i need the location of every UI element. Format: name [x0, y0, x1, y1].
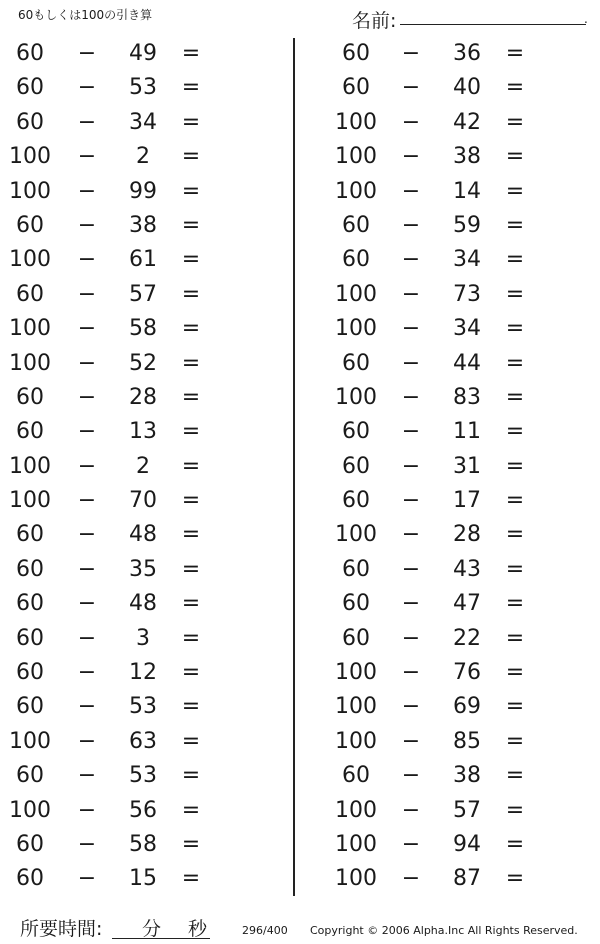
- problem-row: [0, 862, 230, 896]
- minuend: 100: [335, 281, 377, 307]
- equals-sign: =: [181, 281, 201, 307]
- problem-row: [0, 518, 230, 552]
- minuend: 100: [335, 384, 377, 410]
- subtrahend: 58: [129, 831, 157, 857]
- problem-row: [324, 518, 554, 552]
- problem-row: [324, 71, 554, 105]
- minuend: 60: [16, 41, 44, 66]
- equals-sign: =: [181, 75, 201, 101]
- minuend: 60: [342, 41, 370, 66]
- minuend: 60: [16, 694, 44, 720]
- minus-sign: −: [401, 831, 421, 857]
- minuend: 100: [335, 109, 377, 135]
- subtrahend: 49: [129, 41, 157, 66]
- problem-row: [324, 450, 554, 484]
- subtrahend: 99: [129, 178, 157, 204]
- minus-sign: −: [401, 75, 421, 101]
- problem-row: [324, 828, 554, 862]
- equals-sign: =: [505, 488, 525, 514]
- minuend: 100: [9, 316, 51, 342]
- equals-sign: =: [505, 556, 525, 582]
- subtrahend: 3: [136, 625, 150, 651]
- minus-sign: −: [401, 247, 421, 273]
- problem-row: [324, 794, 554, 828]
- subtrahend: 85: [453, 728, 481, 754]
- problem-row: [324, 484, 554, 518]
- problem-row: [0, 587, 230, 621]
- minuend: 100: [9, 144, 51, 170]
- minuend: 60: [16, 866, 44, 892]
- minus-sign: −: [77, 281, 97, 307]
- minus-sign: −: [401, 556, 421, 582]
- problem-row: [0, 347, 230, 381]
- subtrahend: 53: [129, 763, 157, 789]
- minus-sign: −: [401, 316, 421, 342]
- subtrahend: 31: [453, 453, 481, 479]
- minus-sign: −: [77, 591, 97, 617]
- problem-row: [324, 587, 554, 621]
- subtrahend: 83: [453, 384, 481, 410]
- problem-row: [324, 140, 554, 174]
- problem-column-right: [324, 37, 554, 897]
- minus-sign: −: [401, 419, 421, 445]
- worksheet-title: 60もしくは100の引き算: [18, 8, 153, 22]
- equals-sign: =: [181, 247, 201, 273]
- equals-sign: =: [181, 144, 201, 170]
- minuend: 60: [342, 419, 370, 445]
- minuend: 60: [16, 419, 44, 445]
- subtrahend: 47: [453, 591, 481, 617]
- subtrahend: 34: [129, 109, 157, 135]
- minus-sign: −: [77, 144, 97, 170]
- subtrahend: 48: [129, 591, 157, 617]
- equals-sign: =: [505, 178, 525, 204]
- minuend: 100: [335, 316, 377, 342]
- minuend: 100: [335, 694, 377, 720]
- subtrahend: 53: [129, 75, 157, 101]
- problem-row: [324, 347, 554, 381]
- subtrahend: 63: [129, 728, 157, 754]
- minus-sign: −: [401, 109, 421, 135]
- equals-sign: =: [181, 694, 201, 720]
- subtrahend: 17: [453, 488, 481, 514]
- problem-row: [324, 553, 554, 587]
- problem-row: [0, 828, 230, 862]
- minuend: 100: [335, 144, 377, 170]
- minuend: 100: [335, 728, 377, 754]
- minuend: 60: [342, 763, 370, 789]
- problem-row: [0, 175, 230, 209]
- equals-sign: =: [505, 281, 525, 307]
- equals-sign: =: [505, 728, 525, 754]
- equals-sign: =: [505, 866, 525, 892]
- equals-sign: =: [181, 591, 201, 617]
- minuend: 60: [342, 453, 370, 479]
- minuend: 60: [16, 384, 44, 410]
- equals-sign: =: [181, 625, 201, 651]
- minuend: 100: [335, 660, 377, 686]
- minus-sign: −: [401, 350, 421, 376]
- minuend: 60: [342, 212, 370, 238]
- minus-sign: −: [401, 694, 421, 720]
- problem-row: [0, 209, 230, 243]
- equals-sign: =: [505, 763, 525, 789]
- minus-sign: −: [77, 797, 97, 823]
- minus-sign: −: [77, 453, 97, 479]
- minus-sign: −: [401, 797, 421, 823]
- subtrahend: 13: [129, 419, 157, 445]
- equals-sign: =: [505, 212, 525, 238]
- copyright-notice: Copyright © 2006 Alpha.Inc All Rights Reserved.: [310, 924, 578, 937]
- minus-sign: −: [77, 866, 97, 892]
- equals-sign: =: [505, 419, 525, 445]
- minus-sign: −: [77, 556, 97, 582]
- equals-sign: =: [181, 522, 201, 548]
- minuend: 100: [9, 247, 51, 273]
- problem-row: [0, 656, 230, 690]
- equals-sign: =: [181, 488, 201, 514]
- minuend: 60: [342, 625, 370, 651]
- equals-sign: =: [505, 522, 525, 548]
- equals-sign: =: [181, 660, 201, 686]
- minus-sign: −: [77, 488, 97, 514]
- minus-sign: −: [401, 41, 421, 66]
- subtrahend: 44: [453, 350, 481, 376]
- minuend: 60: [16, 522, 44, 548]
- problem-row: [0, 106, 230, 140]
- subtrahend: 11: [453, 419, 481, 445]
- subtrahend: 61: [129, 247, 157, 273]
- minuend: 100: [9, 453, 51, 479]
- minuend: 60: [342, 247, 370, 273]
- subtrahend: 38: [453, 763, 481, 789]
- minus-sign: −: [401, 866, 421, 892]
- equals-sign: =: [181, 556, 201, 582]
- minuend: 60: [342, 488, 370, 514]
- subtrahend: 22: [453, 625, 481, 651]
- minuend: 60: [342, 591, 370, 617]
- minus-sign: −: [401, 763, 421, 789]
- subtrahend: 2: [136, 453, 150, 479]
- minus-sign: −: [401, 728, 421, 754]
- equals-sign: =: [181, 316, 201, 342]
- subtrahend: 58: [129, 316, 157, 342]
- minuend: 60: [16, 109, 44, 135]
- minuend: 60: [16, 625, 44, 651]
- minutes-label: 分: [142, 918, 162, 940]
- minus-sign: −: [77, 316, 97, 342]
- problem-row: [324, 725, 554, 759]
- subtrahend: 38: [129, 212, 157, 238]
- subtrahend: 34: [453, 247, 481, 273]
- minuend: 60: [16, 281, 44, 307]
- problem-column-left: [0, 37, 230, 897]
- minus-sign: −: [401, 488, 421, 514]
- problem-row: [324, 278, 554, 312]
- minus-sign: −: [401, 384, 421, 410]
- subtrahend: 14: [453, 178, 481, 204]
- subtrahend: 38: [453, 144, 481, 170]
- minus-sign: −: [77, 75, 97, 101]
- minus-sign: −: [77, 728, 97, 754]
- problem-row: [324, 106, 554, 140]
- problem-row: [0, 794, 230, 828]
- subtrahend: 28: [453, 522, 481, 548]
- minuend: 100: [9, 178, 51, 204]
- equals-sign: =: [181, 178, 201, 204]
- problem-row: [0, 759, 230, 793]
- problem-row: [324, 243, 554, 277]
- minus-sign: −: [401, 660, 421, 686]
- subtrahend: 12: [129, 660, 157, 686]
- subtrahend: 40: [453, 75, 481, 101]
- equals-sign: =: [505, 350, 525, 376]
- problem-row: [0, 381, 230, 415]
- column-divider: [293, 38, 295, 896]
- problem-row: [0, 725, 230, 759]
- equals-sign: =: [505, 247, 525, 273]
- subtrahend: 57: [453, 797, 481, 823]
- equals-sign: =: [181, 41, 201, 66]
- equals-sign: =: [505, 625, 525, 651]
- problem-row: [324, 862, 554, 896]
- problem-row: [0, 278, 230, 312]
- minus-sign: −: [401, 625, 421, 651]
- problem-row: [324, 209, 554, 243]
- minuend: 60: [342, 350, 370, 376]
- problem-row: [324, 690, 554, 724]
- problem-row: [0, 140, 230, 174]
- minus-sign: −: [77, 384, 97, 410]
- problem-row: [0, 622, 230, 656]
- seconds-label: 秒: [188, 918, 208, 940]
- equals-sign: =: [181, 109, 201, 135]
- minus-sign: −: [77, 178, 97, 204]
- minuend: 60: [16, 556, 44, 582]
- minus-sign: −: [77, 625, 97, 651]
- equals-sign: =: [505, 41, 525, 66]
- time-field-line: [112, 938, 210, 939]
- subtrahend: 73: [453, 281, 481, 307]
- subtrahend: 43: [453, 556, 481, 582]
- minuend: 60: [342, 556, 370, 582]
- equals-sign: =: [181, 763, 201, 789]
- minus-sign: −: [77, 660, 97, 686]
- equals-sign: =: [505, 591, 525, 617]
- minuend: 100: [335, 178, 377, 204]
- name-end-mark: .: [584, 12, 588, 26]
- minus-sign: −: [77, 212, 97, 238]
- problem-row: [0, 450, 230, 484]
- problem-row: [0, 243, 230, 277]
- minus-sign: −: [77, 41, 97, 66]
- minus-sign: −: [77, 350, 97, 376]
- minus-sign: −: [77, 419, 97, 445]
- equals-sign: =: [505, 316, 525, 342]
- minuend: 60: [342, 75, 370, 101]
- minus-sign: −: [401, 522, 421, 548]
- subtrahend: 76: [453, 660, 481, 686]
- minus-sign: −: [401, 212, 421, 238]
- minus-sign: −: [77, 694, 97, 720]
- problem-row: [0, 37, 230, 71]
- equals-sign: =: [505, 694, 525, 720]
- equals-sign: =: [181, 866, 201, 892]
- name-field-line[interactable]: [400, 24, 586, 25]
- minuend: 60: [16, 763, 44, 789]
- subtrahend: 94: [453, 831, 481, 857]
- time-label: 所要時間:: [20, 918, 103, 940]
- minus-sign: −: [77, 247, 97, 273]
- problem-row: [324, 381, 554, 415]
- equals-sign: =: [505, 831, 525, 857]
- minuend: 100: [9, 728, 51, 754]
- equals-sign: =: [181, 453, 201, 479]
- minuend: 100: [9, 797, 51, 823]
- equals-sign: =: [505, 144, 525, 170]
- problem-row: [324, 312, 554, 346]
- minus-sign: −: [77, 522, 97, 548]
- problem-row: [0, 415, 230, 449]
- equals-sign: =: [181, 419, 201, 445]
- subtrahend: 2: [136, 144, 150, 170]
- minuend: 100: [335, 866, 377, 892]
- problem-row: [324, 759, 554, 793]
- equals-sign: =: [505, 660, 525, 686]
- subtrahend: 70: [129, 488, 157, 514]
- subtrahend: 42: [453, 109, 481, 135]
- equals-sign: =: [181, 728, 201, 754]
- equals-sign: =: [505, 109, 525, 135]
- subtrahend: 35: [129, 556, 157, 582]
- minuend: 100: [9, 488, 51, 514]
- subtrahend: 48: [129, 522, 157, 548]
- equals-sign: =: [181, 212, 201, 238]
- subtrahend: 56: [129, 797, 157, 823]
- problem-row: [0, 484, 230, 518]
- subtrahend: 87: [453, 866, 481, 892]
- minuend: 60: [16, 212, 44, 238]
- equals-sign: =: [181, 350, 201, 376]
- minuend: 60: [16, 831, 44, 857]
- equals-sign: =: [181, 831, 201, 857]
- subtrahend: 52: [129, 350, 157, 376]
- minuend: 100: [335, 797, 377, 823]
- equals-sign: =: [505, 453, 525, 479]
- equals-sign: =: [181, 797, 201, 823]
- minuend: 60: [16, 660, 44, 686]
- equals-sign: =: [505, 75, 525, 101]
- subtrahend: 57: [129, 281, 157, 307]
- problem-row: [0, 71, 230, 105]
- minus-sign: −: [77, 831, 97, 857]
- minuend: 100: [335, 831, 377, 857]
- problem-row: [324, 175, 554, 209]
- minus-sign: −: [77, 763, 97, 789]
- problem-row: [0, 312, 230, 346]
- subtrahend: 53: [129, 694, 157, 720]
- minuend: 60: [16, 591, 44, 617]
- problem-row: [324, 622, 554, 656]
- subtrahend: 15: [129, 866, 157, 892]
- name-label: 名前:: [352, 10, 397, 32]
- minus-sign: −: [401, 178, 421, 204]
- minuend: 60: [16, 75, 44, 101]
- equals-sign: =: [181, 384, 201, 410]
- problem-row: [324, 37, 554, 71]
- subtrahend: 69: [453, 694, 481, 720]
- subtrahend: 59: [453, 212, 481, 238]
- minus-sign: −: [401, 453, 421, 479]
- problem-row: [324, 415, 554, 449]
- equals-sign: =: [505, 384, 525, 410]
- minus-sign: −: [401, 591, 421, 617]
- minus-sign: −: [401, 281, 421, 307]
- minus-sign: −: [401, 144, 421, 170]
- minuend: 100: [9, 350, 51, 376]
- page-number: 296/400: [242, 924, 288, 937]
- subtrahend: 34: [453, 316, 481, 342]
- equals-sign: =: [505, 797, 525, 823]
- subtrahend: 28: [129, 384, 157, 410]
- minus-sign: −: [77, 109, 97, 135]
- problem-row: [324, 656, 554, 690]
- subtrahend: 36: [453, 41, 481, 66]
- minuend: 100: [335, 522, 377, 548]
- problem-row: [0, 553, 230, 587]
- problem-row: [0, 690, 230, 724]
